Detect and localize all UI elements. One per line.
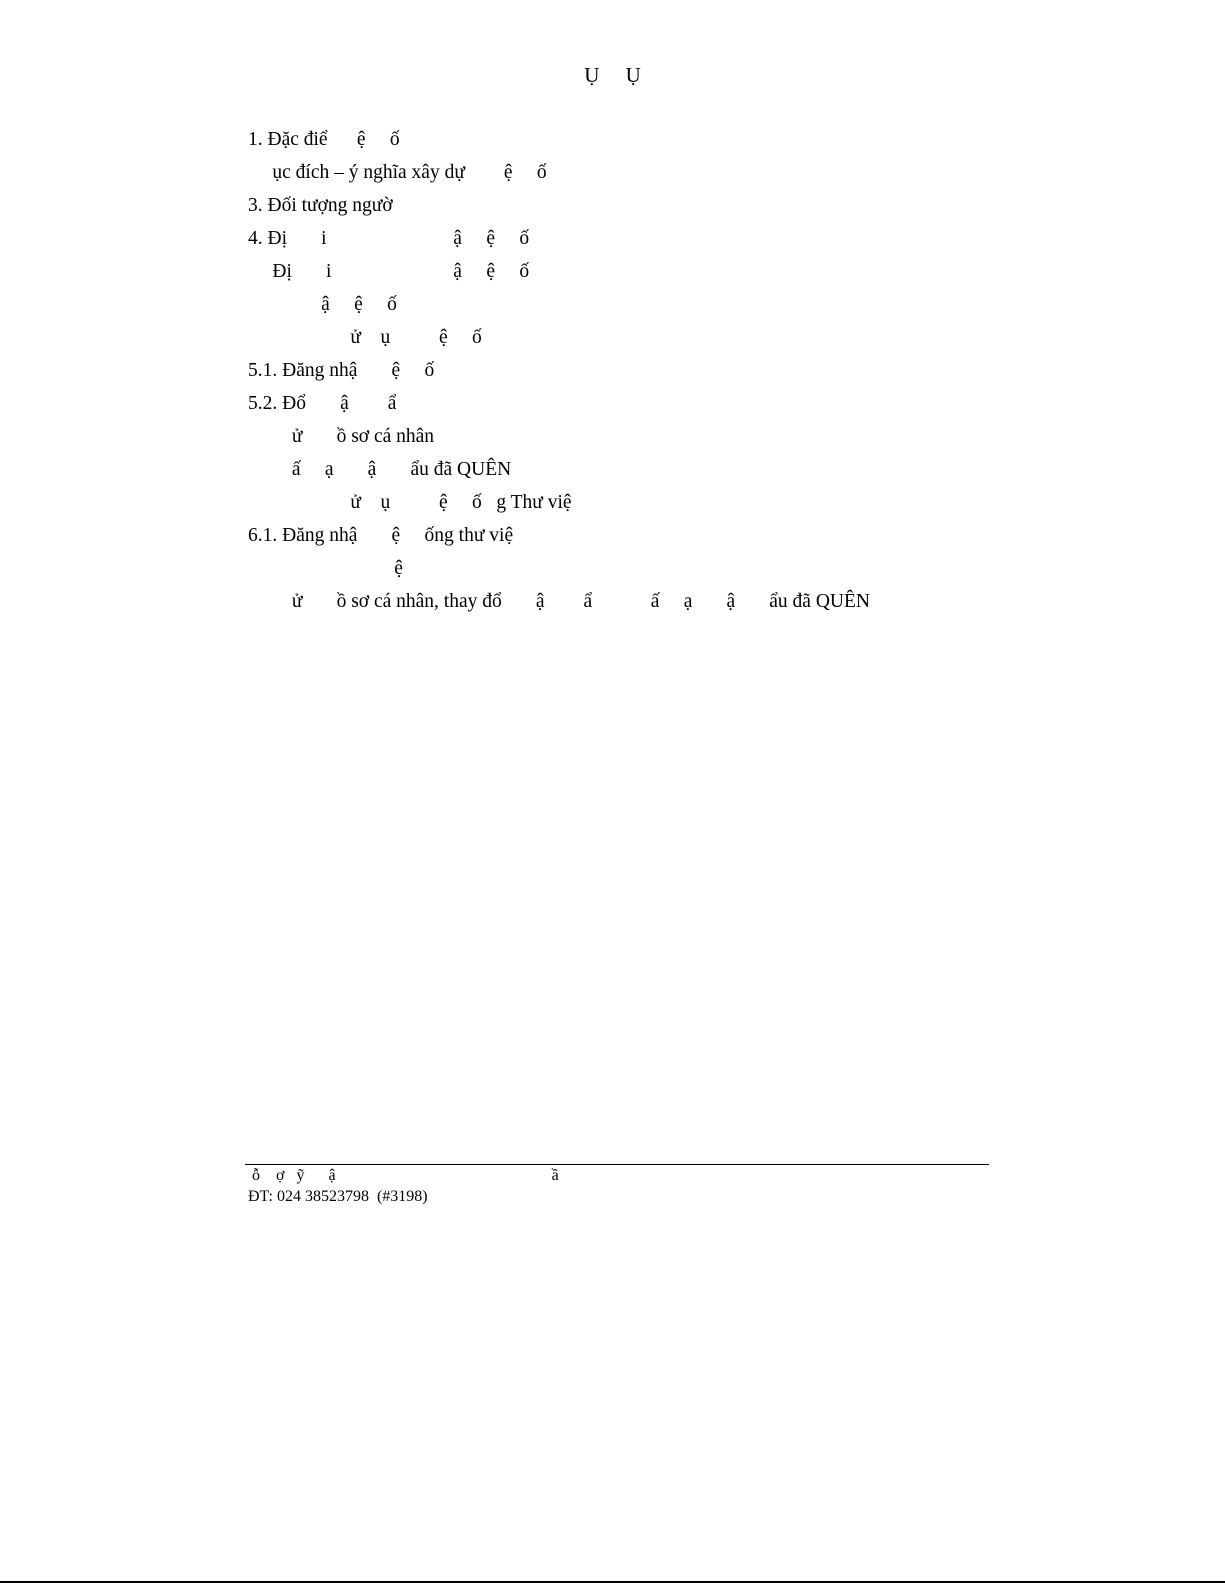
- toc-item[interactable]: 6.1. Đăng nhậ ệ ống thư việ: [248, 525, 514, 546]
- page-bottom-edge: [0, 1581, 1225, 1583]
- footer-phone: ĐT: 024 38523798 (#3198): [248, 1188, 428, 1205]
- toc-item[interactable]: ệ: [248, 558, 403, 579]
- toc-item[interactable]: Đị i ậ ệ ố: [248, 261, 530, 282]
- footer-support-text: ỗ ợ ỹ ậ ầ: [248, 1167, 559, 1184]
- footer-divider: [245, 1164, 989, 1165]
- toc-item[interactable]: 1. Đặc điể ệ ố: [248, 129, 400, 150]
- table-of-contents: [248, 127, 1008, 622]
- toc-item[interactable]: ử ụ ệ ố g Thư việ: [248, 492, 572, 513]
- toc-item[interactable]: 5.1. Đăng nhậ ệ ố: [248, 360, 435, 381]
- toc-item[interactable]: 5.2. Đổ ậ ẩ: [248, 393, 397, 414]
- toc-item[interactable]: ử ồ sơ cá nhân: [248, 426, 435, 447]
- toc-item[interactable]: ử ồ sơ cá nhân, thay đổ ậ ẩ ấ ạ ậ ẩu đã QUÊN: [248, 591, 871, 612]
- toc-item[interactable]: 3. Đối tượng ngườ: [248, 195, 393, 216]
- toc-item[interactable]: ấ ạ ậ ẩu đã QUÊN: [248, 459, 512, 480]
- toc-item[interactable]: ậ ệ ố: [248, 294, 397, 315]
- page-title: Ụ Ụ: [584, 63, 641, 87]
- toc-item[interactable]: ục đích – ý nghĩa xây dự ệ ố: [248, 162, 547, 183]
- toc-item[interactable]: ử ụ ệ ố: [248, 327, 482, 348]
- toc-item[interactable]: 4. Đị i ậ ệ ố: [248, 228, 530, 249]
